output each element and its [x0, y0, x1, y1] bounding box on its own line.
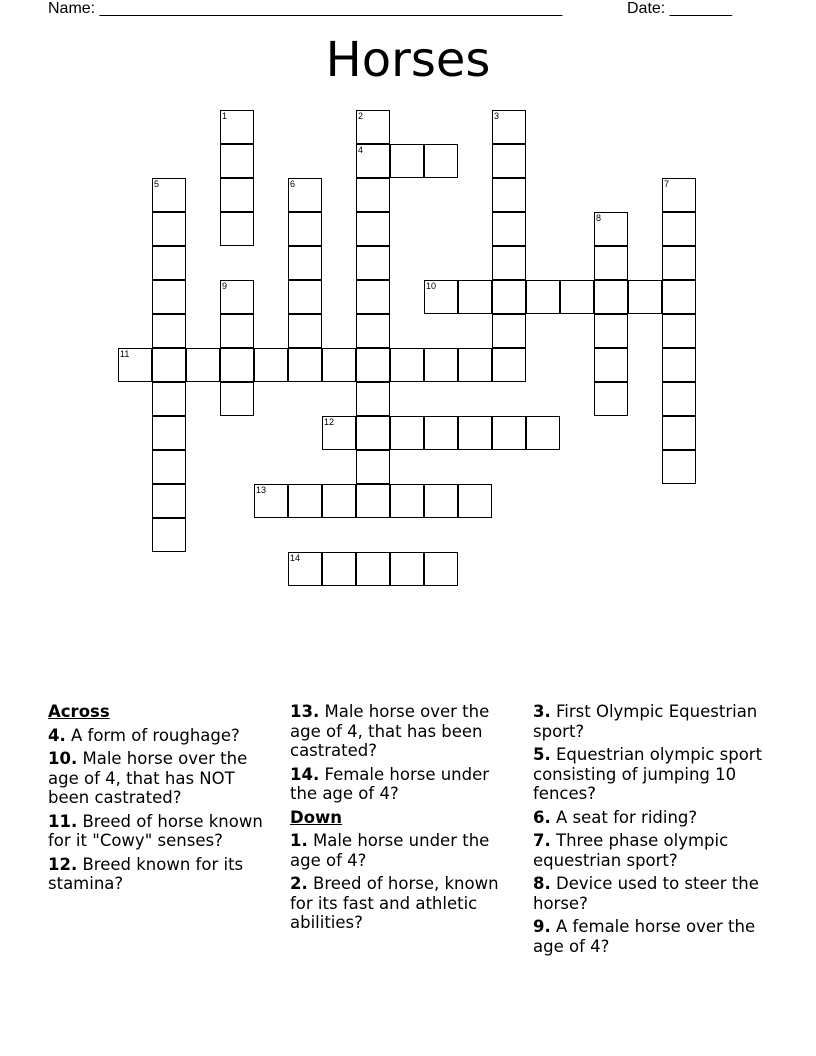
cell-number: 6: [290, 179, 296, 189]
grid-cell[interactable]: [594, 246, 628, 280]
clue-down-5: [533, 745, 763, 804]
grid-cell[interactable]: [594, 382, 628, 416]
cell-number: 13: [256, 485, 267, 495]
name-field-line: Name: ____________________________________________________: [48, 0, 563, 17]
clue-down-2: [290, 874, 520, 933]
cell-number: 8: [596, 213, 602, 223]
grid-cell[interactable]: [186, 348, 220, 382]
grid-cell[interactable]: [594, 314, 628, 348]
grid-cell[interactable]: [526, 416, 560, 450]
clue-down-1: [290, 831, 520, 870]
grid-cell[interactable]: [492, 246, 526, 280]
grid-cell[interactable]: [492, 348, 526, 382]
cell-number: 11: [120, 349, 130, 359]
grid-cell[interactable]: [152, 178, 186, 212]
grid-cell[interactable]: [492, 110, 526, 144]
grid-cell[interactable]: [492, 178, 526, 212]
grid-cell[interactable]: [526, 280, 560, 314]
grid-cell[interactable]: [424, 348, 458, 382]
clue-number: 1.: [290, 831, 308, 850]
clue-text: Breed of horse known for it "Cowy" senses?: [48, 811, 263, 850]
clue-down-7: [533, 831, 763, 870]
grid-cell[interactable]: [390, 144, 424, 178]
grid-cell[interactable]: [152, 348, 186, 382]
grid-cell[interactable]: [356, 178, 390, 212]
grid-cell[interactable]: [356, 382, 390, 416]
grid-cell[interactable]: [356, 314, 390, 348]
grid-cell[interactable]: [152, 314, 186, 348]
grid-cell[interactable]: [288, 484, 322, 518]
grid-cell[interactable]: [390, 348, 424, 382]
clue-column-1: [48, 702, 278, 898]
grid-cell[interactable]: [492, 416, 526, 450]
grid-cell[interactable]: [152, 246, 186, 280]
grid-cell[interactable]: [152, 484, 186, 518]
grid-cell[interactable]: [662, 348, 696, 382]
cell-number: 2: [358, 111, 364, 121]
puzzle-title: Horses: [325, 32, 491, 88]
clue-across-13: [290, 702, 520, 761]
cell-number: 3: [494, 111, 500, 121]
grid-cell[interactable]: [152, 518, 186, 552]
clue-down-6: [533, 808, 763, 828]
clue-text: First Olympic Equestrian sport?: [533, 702, 758, 741]
clue-across-12: [48, 855, 278, 894]
grid-cell[interactable]: [356, 416, 390, 450]
clue-text: Breed known for its stamina?: [48, 854, 244, 893]
grid-cell[interactable]: [152, 382, 186, 416]
cell-number: 14: [290, 553, 301, 563]
grid-cell[interactable]: [322, 348, 356, 382]
grid-cell[interactable]: [288, 246, 322, 280]
cell-number: 12: [324, 417, 335, 427]
grid-cell[interactable]: [220, 280, 254, 314]
clue-text: A female horse over the age of 4?: [533, 917, 756, 956]
clue-across-10: [48, 749, 278, 808]
clue-column-2: [290, 702, 520, 937]
grid-cell[interactable]: [220, 144, 254, 178]
grid-cell[interactable]: [356, 450, 390, 484]
clue-down-9: [533, 917, 763, 956]
grid-cell[interactable]: [356, 484, 390, 518]
clue-number: 3.: [533, 702, 551, 721]
clue-number: 14.: [290, 764, 320, 784]
grid-cell[interactable]: [288, 314, 322, 348]
cell-number: 9: [222, 281, 228, 291]
cell-number: 10: [426, 281, 437, 291]
clue-number: 8.: [533, 874, 551, 893]
grid-cell[interactable]: [152, 416, 186, 450]
grid-cell[interactable]: [152, 450, 186, 484]
grid-cell[interactable]: [220, 178, 254, 212]
grid-cell[interactable]: [458, 280, 492, 314]
grid-cell[interactable]: [594, 212, 628, 246]
grid-cell[interactable]: [322, 484, 356, 518]
clue-number: 10.: [48, 749, 78, 768]
grid-cell[interactable]: [152, 280, 186, 314]
clue-down-3: [533, 702, 763, 741]
grid-cell[interactable]: [424, 280, 458, 314]
grid-cell[interactable]: [356, 280, 390, 314]
grid-cell[interactable]: [118, 348, 152, 382]
clue-text: Female horse under the age of 4?: [290, 764, 490, 803]
grid-cell[interactable]: [560, 280, 594, 314]
clue-number: 13.: [290, 702, 320, 721]
down-heading: Down: [290, 807, 343, 827]
grid-cell[interactable]: [356, 110, 390, 144]
clue-number: 12.: [48, 854, 78, 874]
clue-text: A form of roughage?: [71, 725, 240, 745]
clue-text: Breed of horse, known for its fast and athletic abilities?: [290, 874, 499, 932]
clue-down-8: [533, 874, 763, 913]
grid-cell[interactable]: [458, 416, 492, 450]
grid-cell[interactable]: [254, 484, 288, 518]
grid-cell[interactable]: [288, 178, 322, 212]
grid-cell[interactable]: [390, 416, 424, 450]
grid-cell[interactable]: [356, 144, 390, 178]
clue-text: Device used to steer the horse?: [533, 874, 759, 913]
grid-cell[interactable]: [356, 552, 390, 586]
grid-cell[interactable]: [662, 212, 696, 246]
grid-cell[interactable]: [220, 382, 254, 416]
clue-across-14: [290, 765, 520, 804]
grid-cell[interactable]: [662, 280, 696, 314]
grid-cell[interactable]: [390, 552, 424, 586]
clue-column-3: [533, 702, 763, 960]
grid-cell[interactable]: [628, 280, 662, 314]
grid-cell[interactable]: [356, 348, 390, 382]
clue-across-4: [48, 726, 278, 746]
grid-cell[interactable]: [288, 348, 322, 382]
grid-cell[interactable]: [254, 348, 288, 382]
clue-number: 6.: [533, 807, 551, 827]
grid-cell[interactable]: [424, 484, 458, 518]
grid-cell[interactable]: [356, 246, 390, 280]
grid-cell[interactable]: [288, 552, 322, 586]
grid-cell[interactable]: [492, 280, 526, 314]
across-heading: Across: [48, 702, 110, 721]
grid-cell[interactable]: [662, 314, 696, 348]
grid-cell[interactable]: [492, 314, 526, 348]
grid-cell[interactable]: [662, 416, 696, 450]
grid-cell[interactable]: [458, 348, 492, 382]
clue-across-11: [48, 812, 278, 851]
grid-cell[interactable]: [662, 450, 696, 484]
clue-number: 5.: [533, 745, 551, 764]
clue-number: 7.: [533, 831, 551, 850]
grid-cell[interactable]: [594, 280, 628, 314]
grid-cell[interactable]: [322, 552, 356, 586]
clue-text: Male horse over the age of 4, that has been castrated?: [290, 702, 490, 760]
grid-cell[interactable]: [594, 348, 628, 382]
clue-text: Male horse over the age of 4, that has NOT been castrated?: [48, 749, 248, 807]
clue-number: 4.: [48, 725, 66, 745]
clue-number: 2.: [290, 874, 308, 893]
grid-cell[interactable]: [492, 144, 526, 178]
clue-text: Male horse under the age of 4?: [290, 831, 490, 870]
clue-number: 9.: [533, 917, 551, 936]
grid-cell[interactable]: [220, 212, 254, 246]
grid-cell[interactable]: [458, 484, 492, 518]
grid-cell[interactable]: [424, 552, 458, 586]
grid-cell[interactable]: [220, 348, 254, 382]
date-field-line: Date: _______: [627, 0, 732, 17]
grid-cell[interactable]: [322, 416, 356, 450]
grid-cell[interactable]: [662, 246, 696, 280]
grid-cell[interactable]: [424, 144, 458, 178]
grid-cell[interactable]: [288, 212, 322, 246]
cell-number: 4: [358, 145, 364, 155]
cell-number: 7: [664, 179, 670, 189]
clue-text: Equestrian olympic sport consisting of jumping 10 fences?: [533, 745, 763, 803]
clue-text: Three phase olympic equestrian sport?: [533, 831, 729, 870]
clue-number: 11.: [48, 811, 78, 831]
grid-cell[interactable]: [662, 178, 696, 212]
grid-cell[interactable]: [662, 382, 696, 416]
grid-cell[interactable]: [220, 110, 254, 144]
cell-number: 5: [154, 179, 160, 189]
clue-text: A seat for riding?: [556, 807, 698, 827]
grid-cell[interactable]: [492, 212, 526, 246]
grid-cell[interactable]: [390, 484, 424, 518]
cell-number: 1: [222, 111, 228, 121]
grid-cell[interactable]: [356, 212, 390, 246]
grid-cell[interactable]: [152, 212, 186, 246]
grid-cell[interactable]: [288, 280, 322, 314]
grid-cell[interactable]: [220, 314, 254, 348]
grid-cell[interactable]: [424, 416, 458, 450]
